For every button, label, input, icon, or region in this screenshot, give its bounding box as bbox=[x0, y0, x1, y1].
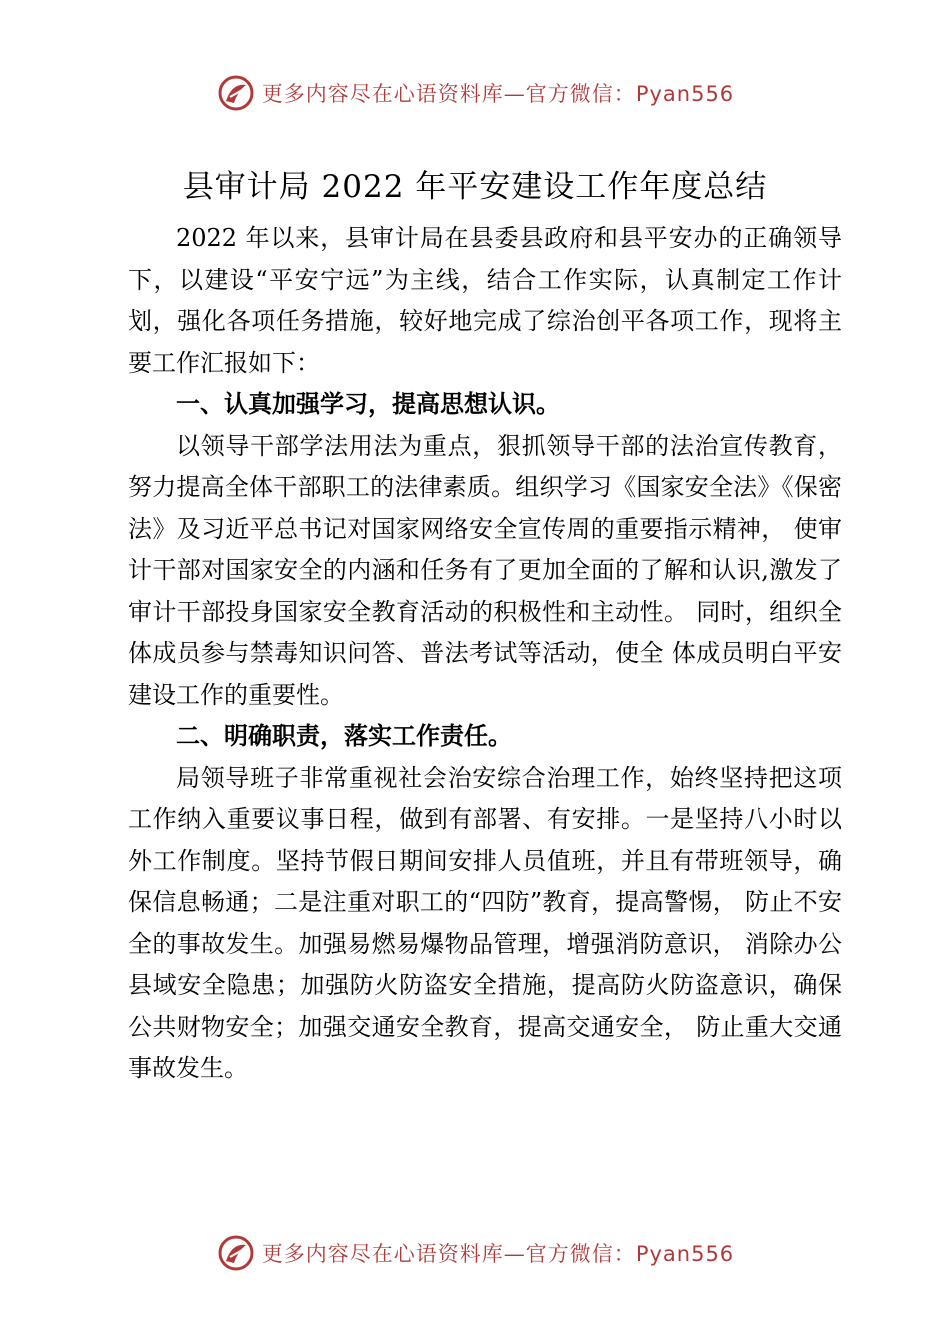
watermark-text bbox=[262, 1238, 734, 1268]
watermark-wechat-id: Pyan556 bbox=[635, 1242, 735, 1266]
section-body-2: 局领导班子非常重视社会治安综合治理工作，始终坚持把这项工作纳入重要议事日程，做到有部署、有安排。一是坚持八小时以外工作制度。坚持节假日期间安排人员值班，并且有带班领导，确保信息畅通；二是注重对职工的“四防”教育，提高警惕， 防止不安全的事故发生。加强易燃易爆物品管理，增强消防意识， 消除办公县域安全隐患；加强防火防盗安全措施，提高防火防盗意识，确保公共财物安全；加强交通安全教育，提高交通安全， 防止重大交通事故发生。 bbox=[128, 763, 842, 1082]
intro-paragraph: 2022 年以来，县审计局在县委县政府和县平安办的正确领导下，以建设“平安宁远”为主线，结合工作实际，认真制定工作计划，强化各项任务措施，较好地完成了综治创平各项工作，现将主要工作汇报如下： bbox=[128, 224, 842, 377]
watermark-label: 更多内容尽在心语资料库—官方微信： bbox=[261, 1242, 636, 1266]
watermark-footer bbox=[0, 1230, 950, 1276]
watermark-logo-icon bbox=[216, 1233, 256, 1273]
document-body bbox=[128, 218, 842, 1090]
watermark-wechat-id: Pyan556 bbox=[635, 82, 735, 106]
document-title: 县审计局 2022 年平安建设工作年度总结 bbox=[182, 169, 768, 205]
watermark-label: 更多内容尽在心语资料库—官方微信： bbox=[261, 82, 636, 106]
section-body-1: 以领导干部学法用法为重点，狠抓领导干部的法治宣传教育，努力提高全体干部职工的法律素质。组织学习《国家安全法》《保密法》及习近平总书记对国家网络安全宣传周的重要指示精神， 使审计干部对国家安全的内涵和任务有了更加全面的了解和认识,激发了审计干部投身国家安全教育活动的积极性和主动性。 同时，组织全体成员参与禁毒知识问答、普法考试等活动，使全 体成员明白平安建设工作的重要性。 bbox=[128, 431, 842, 709]
watermark-text bbox=[262, 78, 734, 108]
watermark-header bbox=[0, 70, 950, 116]
watermark-logo-icon bbox=[216, 73, 256, 113]
section-heading-2: 二、明确职责，落实工作责任。 bbox=[176, 722, 512, 750]
section-heading-1: 一、认真加强学习，提高思想认识。 bbox=[176, 390, 560, 418]
